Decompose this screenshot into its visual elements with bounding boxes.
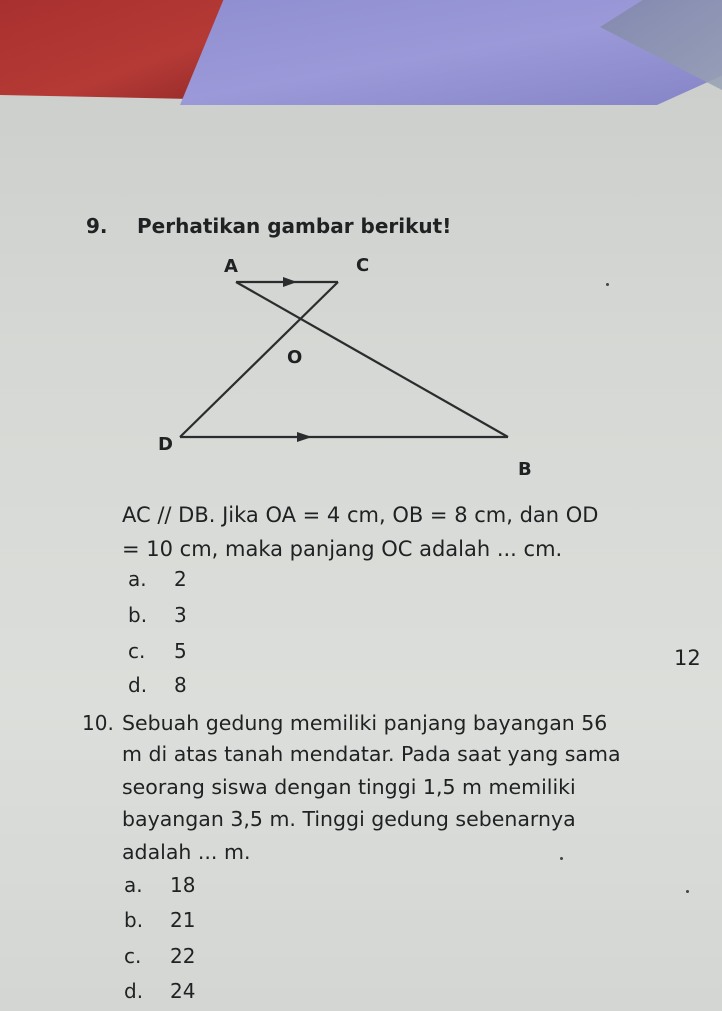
parallel-arrow-bottom — [297, 432, 312, 442]
pencil-dot-mark — [686, 890, 689, 893]
question-9-option-d-value: 8 — [174, 673, 187, 697]
question-10-text-line-4: bayangan 3,5 m. Tinggi gedung sebenarnya — [122, 807, 576, 831]
question-10-option-c-value: 22 — [170, 944, 196, 968]
pencil-dot-mark — [606, 283, 609, 286]
question-10-option-d-letter: d. — [124, 979, 144, 1003]
label-a: A — [224, 256, 238, 277]
question-10-text-line-1: Sebuah gedung memiliki panjang bayangan 56 — [122, 711, 608, 735]
question-10-option-b-letter: b. — [124, 908, 144, 932]
question-9-number: 9. — [86, 214, 108, 238]
question-10-option-a-letter: a. — [124, 873, 143, 897]
question-10-text-line-5: adalah ... m. — [122, 840, 251, 864]
question-10-text-line-3: seorang siswa dengan tinggi 1,5 m memiliki — [122, 775, 576, 799]
question-9-option-c-letter: c. — [128, 639, 146, 663]
question-9-option-b-value: 3 — [174, 603, 187, 627]
question-10-number: 10. — [82, 711, 114, 735]
question-10-text-line-2: m di atas tanah mendatar. Pada saat yang sama — [122, 742, 621, 766]
question-9-option-a-value: 2 — [174, 567, 187, 591]
question-9-text-line-2: = 10 cm, maka panjang OC adalah ... cm. — [122, 537, 563, 561]
question-9-heading: Perhatikan gambar berikut! — [137, 214, 452, 238]
question-9-option-c-value: 5 — [174, 639, 187, 663]
pencil-dot-mark — [560, 857, 563, 860]
question-9-text-line-1: AC // DB. Jika OA = 4 cm, OB = 8 cm, dan OD — [122, 503, 599, 527]
question-9-option-d-letter: d. — [128, 673, 148, 697]
label-d: D — [158, 434, 173, 455]
question-9-option-b-letter: b. — [128, 603, 148, 627]
question-10-option-c-letter: c. — [124, 944, 142, 968]
margin-note: 12 — [674, 646, 701, 670]
label-c: C — [356, 255, 370, 276]
question-9-option-a-letter: a. — [128, 567, 147, 591]
segment-cd — [180, 282, 338, 437]
label-o: O — [287, 347, 303, 368]
segment-ab — [236, 282, 508, 437]
question-10-option-d-value: 24 — [170, 979, 196, 1003]
label-b: B — [518, 459, 532, 480]
question-10-option-a-value: 18 — [170, 873, 196, 897]
question-10-option-b-value: 21 — [170, 908, 196, 932]
parallel-arrow-top — [283, 277, 297, 287]
